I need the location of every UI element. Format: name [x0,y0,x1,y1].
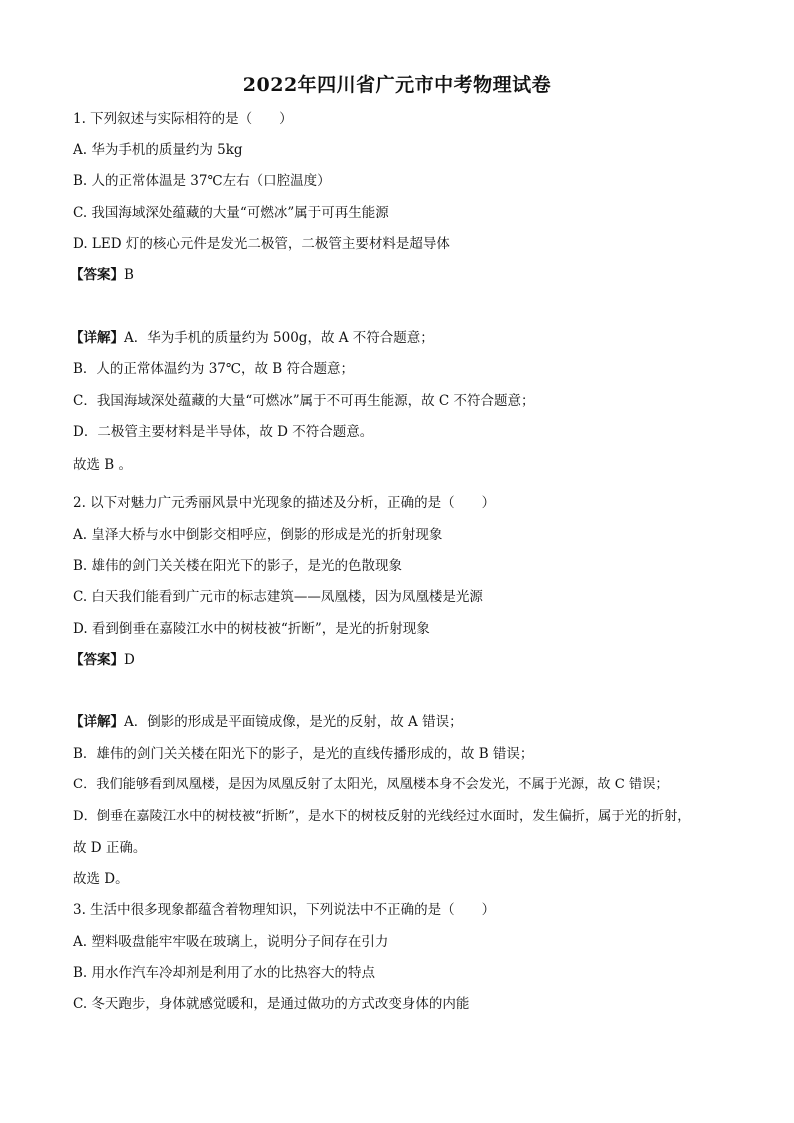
q2-option-d: D. 看到倒垂在嘉陵江水中的树枝被“折断”，是光的折射现象 [73,621,430,637]
q2-detail-d2: 故 D 正确。 [73,840,147,856]
q3-stem: 3. 生活中很多现象都蕴含着物理知识，下列说法中不正确的是（ ） [73,902,496,918]
q1-option-b: B. 人的正常体温是 37℃左右（口腔温度） [73,173,331,189]
q1-detail-a-text: A．华为手机的质量约为 500g，故 A 不符合题意； [124,330,434,346]
q1-option-a: A. 华为手机的质量约为 5kg [73,142,243,158]
q2-detail-a [70,713,463,731]
q2-answer-tag: 【答案】 [70,652,124,668]
q2-detail-d1: D．倒垂在嘉陵江水中的树枝被“折断”，是水下的树枝反射的光线经过水面时，发生偏折，属于光的折射， [73,809,691,824]
page-title: 2022年四川省广元市中考物理试卷 [242,74,552,96]
q1-detail-tag: 【详解】 [70,330,124,346]
q2-choose: 故选 D。 [73,871,129,887]
q2-option-a: A. 皇泽大桥与水中倒影交相呼应，倒影的形成是光的折射现象 [73,527,443,543]
q1-detail-c: C．我国海域深处蕴藏的大量“可燃冰”属于不可再生能源，故 C 不符合题意； [73,393,535,409]
q1-detail-b: B．人的正常体温约为 37℃，故 B 符合题意； [73,361,354,377]
q1-answer-value: B [124,267,134,283]
q1-option-d: D. LED 灯的核心元件是发光二极管，二极管主要材料是超导体 [73,236,450,252]
q2-detail-a-text: A．倒影的形成是平面镜成像，是光的反射，故 A 错误； [124,714,463,730]
q3-option-c: C. 冬天跑步，身体就感觉暖和，是通过做功的方式改变身体的内能 [73,996,470,1012]
q2-detail-c: C．我们能够看到凤凰楼，是因为凤凰反射了太阳光，凤凰楼本身不会发光，不属于光源，故 C 错误； [73,777,669,792]
q1-detail-d: D．二极管主要材料是半导体，故 D 不符合题意。 [73,424,374,440]
q3-option-a: A. 塑料吸盘能牢牢吸在玻璃上，说明分子间存在引力 [73,934,389,950]
q1-detail-a [70,329,434,347]
q1-choose: 故选 B 。 [73,457,133,473]
q1-answer [70,266,134,284]
q3-option-b: B. 用水作汽车冷却剂是利用了水的比热容大的特点 [73,965,376,981]
q2-option-b: B. 雄伟的剑门关关楼在阳光下的影子，是光的色散现象 [73,558,403,574]
q1-option-c: C. 我国海域深处蕴藏的大量“可燃冰”属于可再生能源 [73,205,389,221]
q1-stem: 1. 下列叙述与实际相符的是（ ） [73,111,293,127]
q2-detail-b: B．雄伟的剑门关关楼在阳光下的影子，是光的直线传播形成的，故 B 错误； [73,746,534,762]
q2-answer [70,651,135,669]
q1-answer-tag: 【答案】 [70,267,124,283]
q2-detail-tag: 【详解】 [70,714,124,730]
q2-stem: 2. 以下对魅力广元秀丽风景中光现象的描述及分析，正确的是（ ） [73,495,496,511]
q2-option-c: C. 白天我们能看到广元市的标志建筑——凤凰楼，因为凤凰楼是光源 [73,589,483,605]
q2-answer-value: D [124,652,135,668]
